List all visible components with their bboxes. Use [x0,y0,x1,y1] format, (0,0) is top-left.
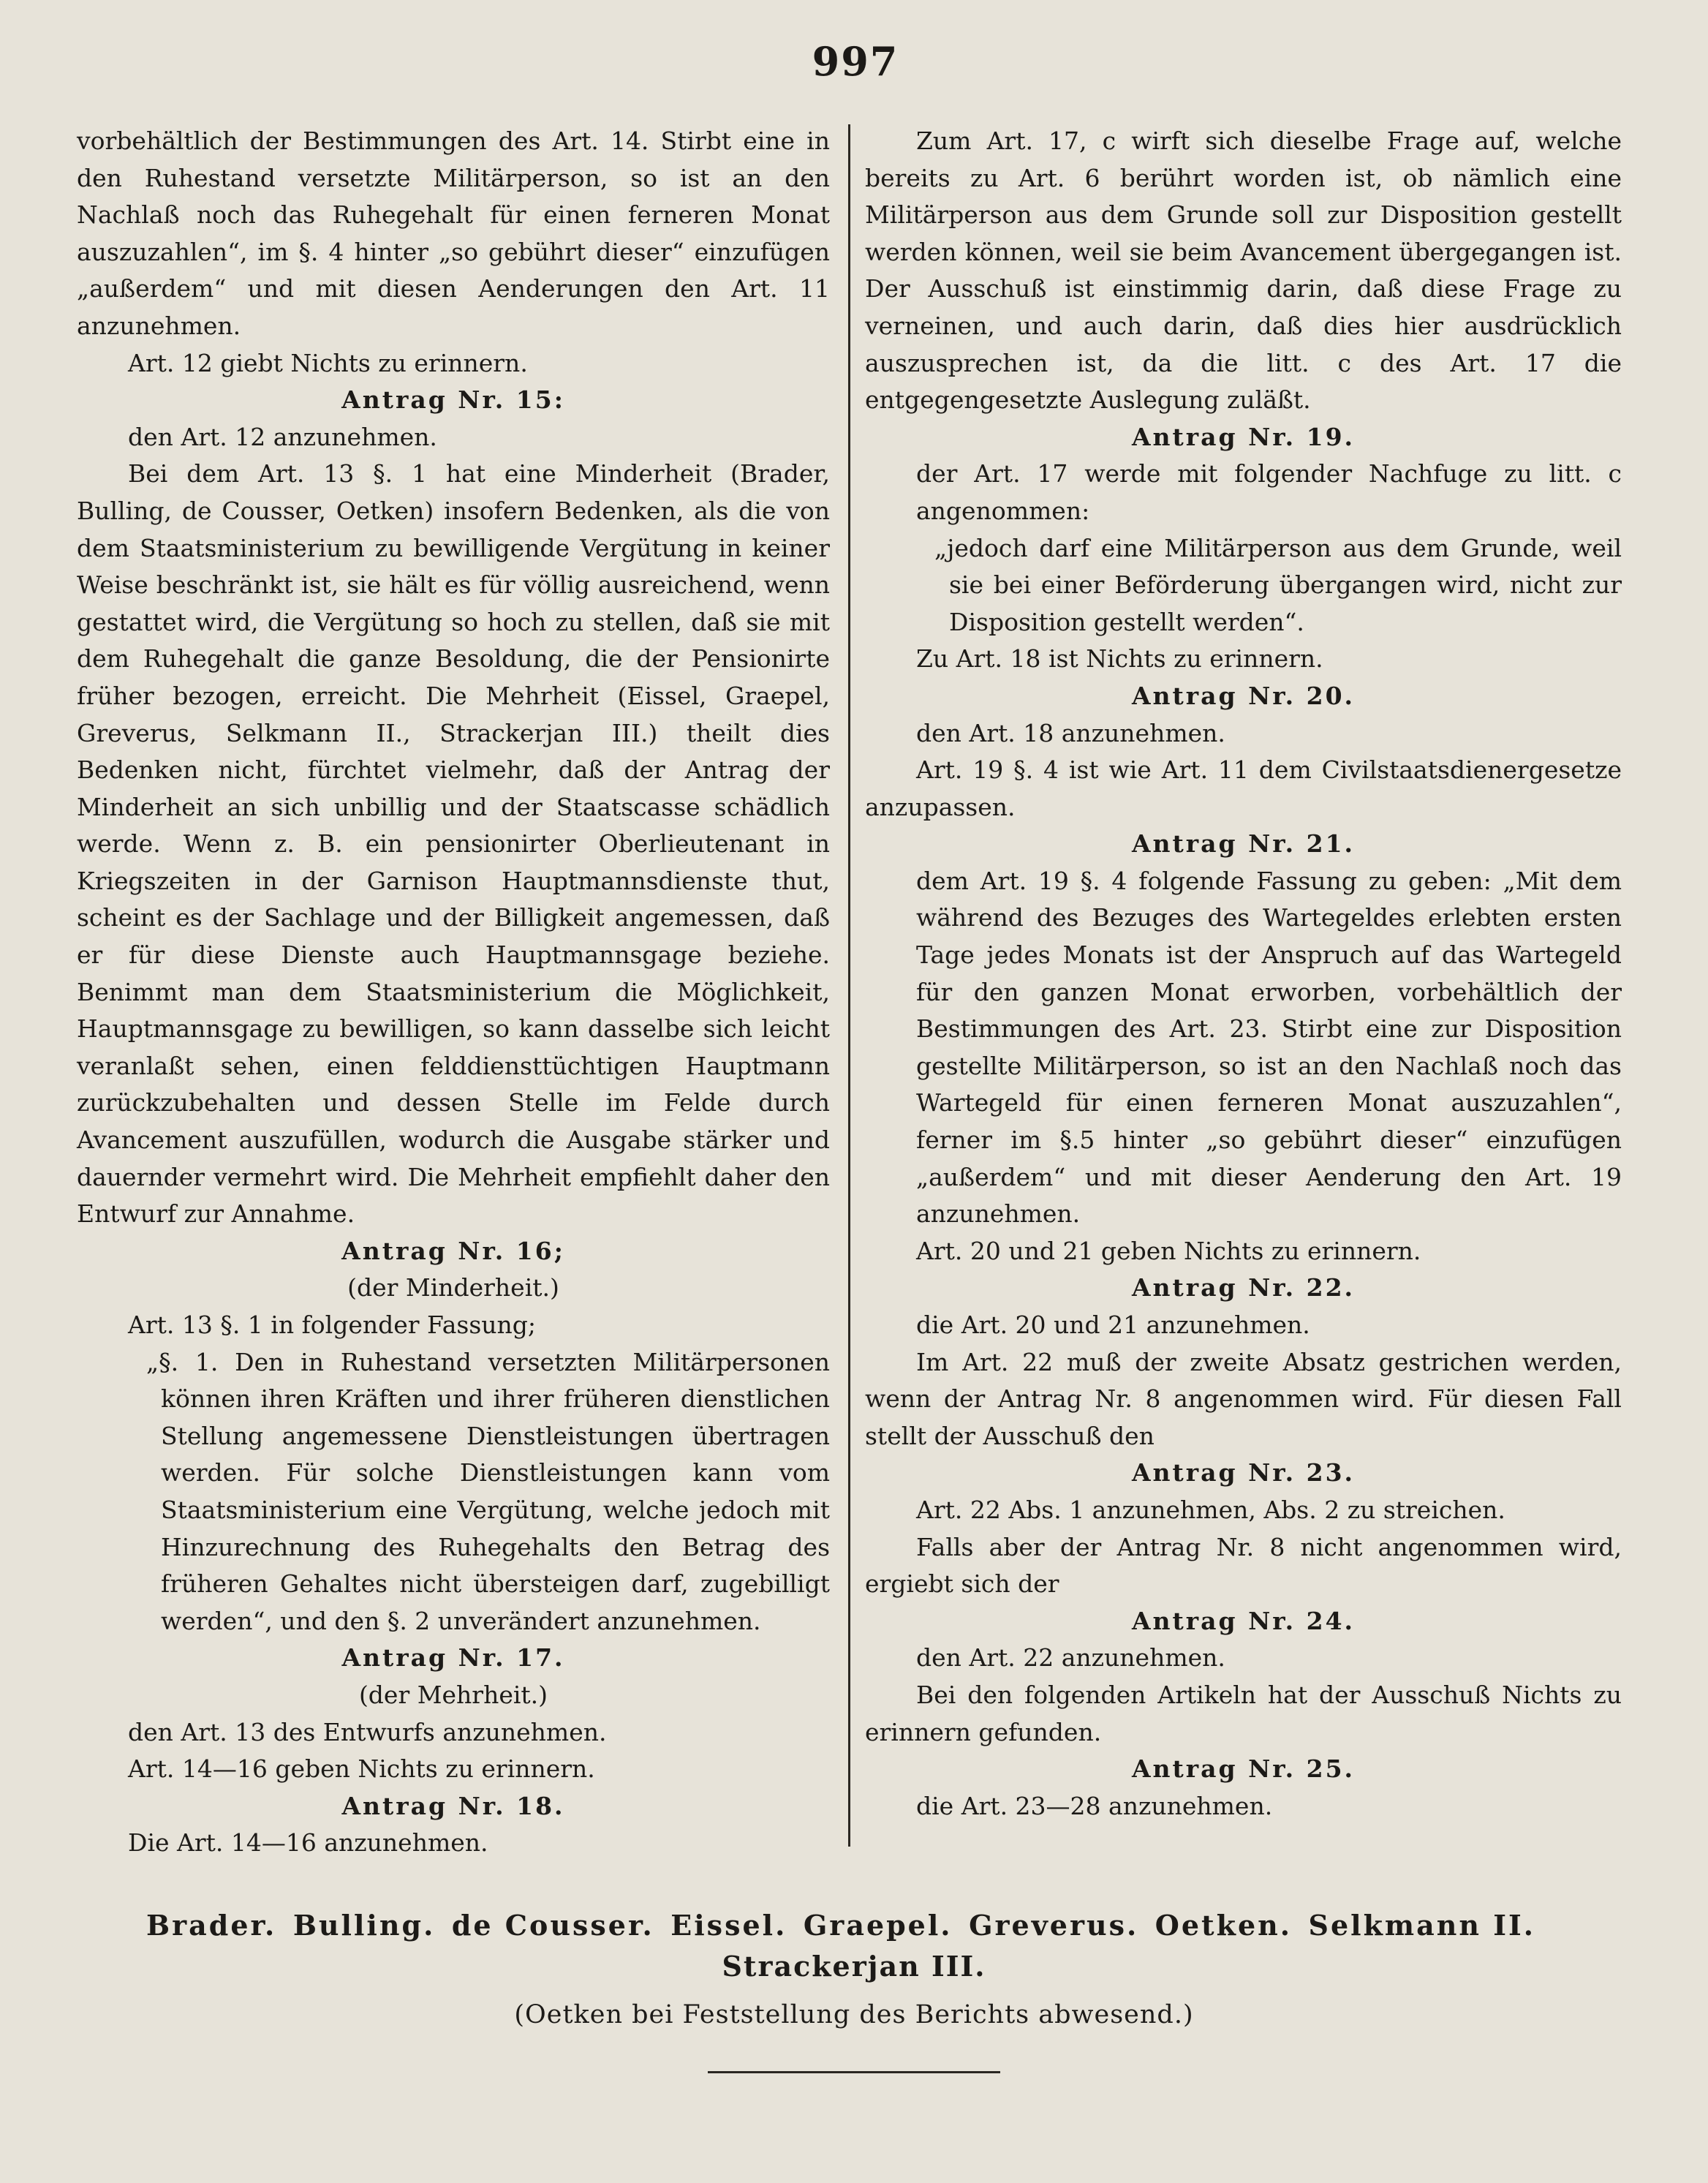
paragraph: den Art. 22 anzunehmen. [916,1643,1225,1673]
antrag-heading: Antrag Nr. 19. [1131,422,1356,451]
antrag-heading: Antrag Nr. 25. [1131,1754,1356,1784]
paragraph: „jedoch darf eine Militärperson aus dem Grunde, weil sie bei einer Beförderung übergangen wird, nicht zur Disposition gestellt werden“. [934,533,1622,636]
paragraph: der Art. 17 werde mit folgender Nachfuge zu litt. c angenommen: [916,459,1622,525]
paragraph: Zum Art. 17, c wirft sich dieselbe Frage auf, welche bereits zu Art. 6 berührt worden ist, ob nämlich eine Militärperson aus dem Grunde soll zur Disposition gestellt werden können, weil sie beim Avancement übergegangen ist. Der Ausschuß ist einstimmig darin, daß diese Frage zu verneinen, und auch darin, daß dies hier ausdrücklich auszusprechen ist, da die litt. c des Art. 17 die entgegengesetzte Auslegung zuläßt. [865,127,1622,415]
paragraph: (der Mehrheit.) [358,1680,548,1709]
paragraph: den Art. 13 des Entwurfs anzunehmen. [128,1717,607,1746]
paragraph: (der Minderheit.) [347,1273,559,1302]
paragraph: den Art. 18 anzunehmen. [916,718,1225,747]
paragraph: Bei den folgenden Artikeln hat der Ausschuß Nichts zu erinnern gefunden. [865,1680,1622,1746]
antrag-heading: Antrag Nr. 23. [1131,1458,1356,1488]
paragraph: Art. 14—16 geben Nichts zu erinnern. [128,1754,595,1784]
signature-name: Eissel. [670,1909,787,1942]
signature-name: de Cousser. [451,1909,654,1942]
paragraph: Art. 20 und 21 geben Nichts zu erinnern. [916,1236,1421,1265]
paragraph: Falls aber der Antrag Nr. 8 nicht angenommen wird, ergiebt sich der [865,1532,1622,1599]
paragraph: Art. 13 §. 1 in folgender Fassung; [128,1311,537,1339]
antrag-heading: Antrag Nr. 16; [341,1236,565,1265]
antrag-heading: Antrag Nr. 21. [1131,829,1356,859]
signature-name: Oetken. [1155,1909,1292,1942]
paragraph: den Art. 12 anzunehmen. [128,422,437,451]
left-column [77,123,830,1862]
paragraph: Art. 19 §. 4 ist wie Art. 11 dem Civilstaatsdienergesetze anzupassen. [865,755,1622,821]
antrag-heading: Antrag Nr. 15: [341,385,565,415]
signature-name: Graepel. [803,1909,953,1942]
antrag-heading: Antrag Nr. 17. [341,1643,565,1673]
paragraph: vorbehältlich der Bestimmungen des Art. 14. Stirbt eine in den Ruhestand versetzte Militärperson, so ist an den Nachlaß noch das Ruhegehalt für einen ferneren Monat auszuzahlen“, im §. 4 hinter „so gebührt dieser“ einzufügen „außerdem“ und mit diesen Aenderungen den Art. 11 anzunehmen. [77,127,830,340]
signature-row [146,1909,1535,1942]
paragraph: Zu Art. 18 ist Nichts zu erinnern. [916,644,1323,674]
paragraph: die Art. 20 und 21 anzunehmen. [916,1311,1310,1339]
signature-name: Greverus. [969,1909,1139,1942]
column-divider [848,124,850,1847]
signature-name: Bulling. [292,1909,436,1942]
antrag-heading: Antrag Nr. 22. [1131,1273,1356,1302]
antrag-heading: Antrag Nr. 20. [1131,681,1356,710]
paragraph: „§. 1. Den in Ruhestand versetzten Militärpersonen können ihren Kräften und ihrer früheren dienstlichen Stellung angemessene Dienstleistungen übertragen werden. Für solche Dienstleistungen kann vom Staatsministerium eine Vergütung, welche jedoch mit Hinzurechnung des Ruhegehalts den Betrag des früheren Gehaltes nicht übersteigen darf, zugebilligt werden“, und den §. 2 unverändert anzunehmen. [146,1347,830,1635]
paragraph: Die Art. 14—16 anzunehmen. [128,1828,488,1858]
paragraph: Bei dem Art. 13 §. 1 hat eine Minderheit (Brader, Bulling, de Cousser, Oetken) insofern Bedenken, als die von dem Staatsministerium zu bewilligende Vergütung in keiner Weise beschränkt ist, sie hält es für völlig ausreichend, wenn gestattet wird, die Vergütung so hoch zu stellen, daß sie mit dem Ruhegehalt die ganze Besoldung, die der Pensionirte früher bezogen, erreicht. Die Mehrheit (Eissel, Graepel, Greverus, Selkmann II., Strackerjan III.) theilt dies Bedenken nicht, fürchtet vielmehr, daß der Antrag der Minderheit an sich unbillig und der Staatscasse schädlich werde. Wenn z. B. ein pensionirter Oberlieutenant in Kriegszeiten in der Garnison Hauptmannsdienste thut, scheint es der Sachlage und der Billigkeit angemessen, daß er für diese Dienste auch Hauptmannsgage beziehe. Benimmt man dem Staatsministerium die Möglichkeit, Hauptmannsgage zu bewilligen, so kann dasselbe sich leicht veranlaßt sehen, einen felddiensttüchtigen Hauptmann zurückzubehalten und dessen Stelle im Felde durch Avancement auszufüllen, wodurch die Ausgabe stärker und dauernder vermehrt wird. Die Mehrheit empfiehlt daher den Entwurf zur Annahme. [77,459,830,1229]
signature-name: Selkmann II. [1308,1909,1535,1942]
paragraph: Im Art. 22 muß der zweite Absatz gestrichen werden, wenn der Antrag Nr. 8 angenommen wird. Für diesen Fall stellt der Ausschuß den [865,1347,1622,1450]
signature-strackerjan: Strackerjan III. [722,1950,986,1983]
right-column [865,123,1622,1825]
absence-note: (Oetken bei Feststellung des Berichts abwesend.) [514,2000,1194,2029]
antrag-heading: Antrag Nr. 18. [341,1791,565,1820]
paragraph: Art. 12 giebt Nichts zu erinnern. [128,348,528,377]
end-rule [708,2071,1000,2073]
antrag-heading: Antrag Nr. 24. [1131,1606,1356,1635]
paragraph: dem Art. 19 §. 4 folgende Fassung zu geben: „Mit dem während des Bezuges des Wartegeldes erlebten ersten Tage jedes Monats ist der Anspruch auf das Wartegeld für den ganzen Monat erworben, vorbehältlich der Bestimmungen des Art. 23. Stirbt eine zur Disposition gestellte Militärperson, so ist an den Nachlaß noch das Wartegeld für einen ferneren Monat auszuzahlen“, ferner im §.5 hinter „so gebührt dieser“ einzufügen „außerdem“ und mit dieser Aenderung den Art. 19 anzunehmen. [916,866,1622,1229]
paragraph: Art. 22 Abs. 1 anzunehmen, Abs. 2 zu streichen. [916,1495,1505,1524]
signature-name: Brader. [146,1909,277,1942]
paragraph: die Art. 23—28 anzunehmen. [916,1791,1273,1820]
page-number: 997 [812,38,899,85]
